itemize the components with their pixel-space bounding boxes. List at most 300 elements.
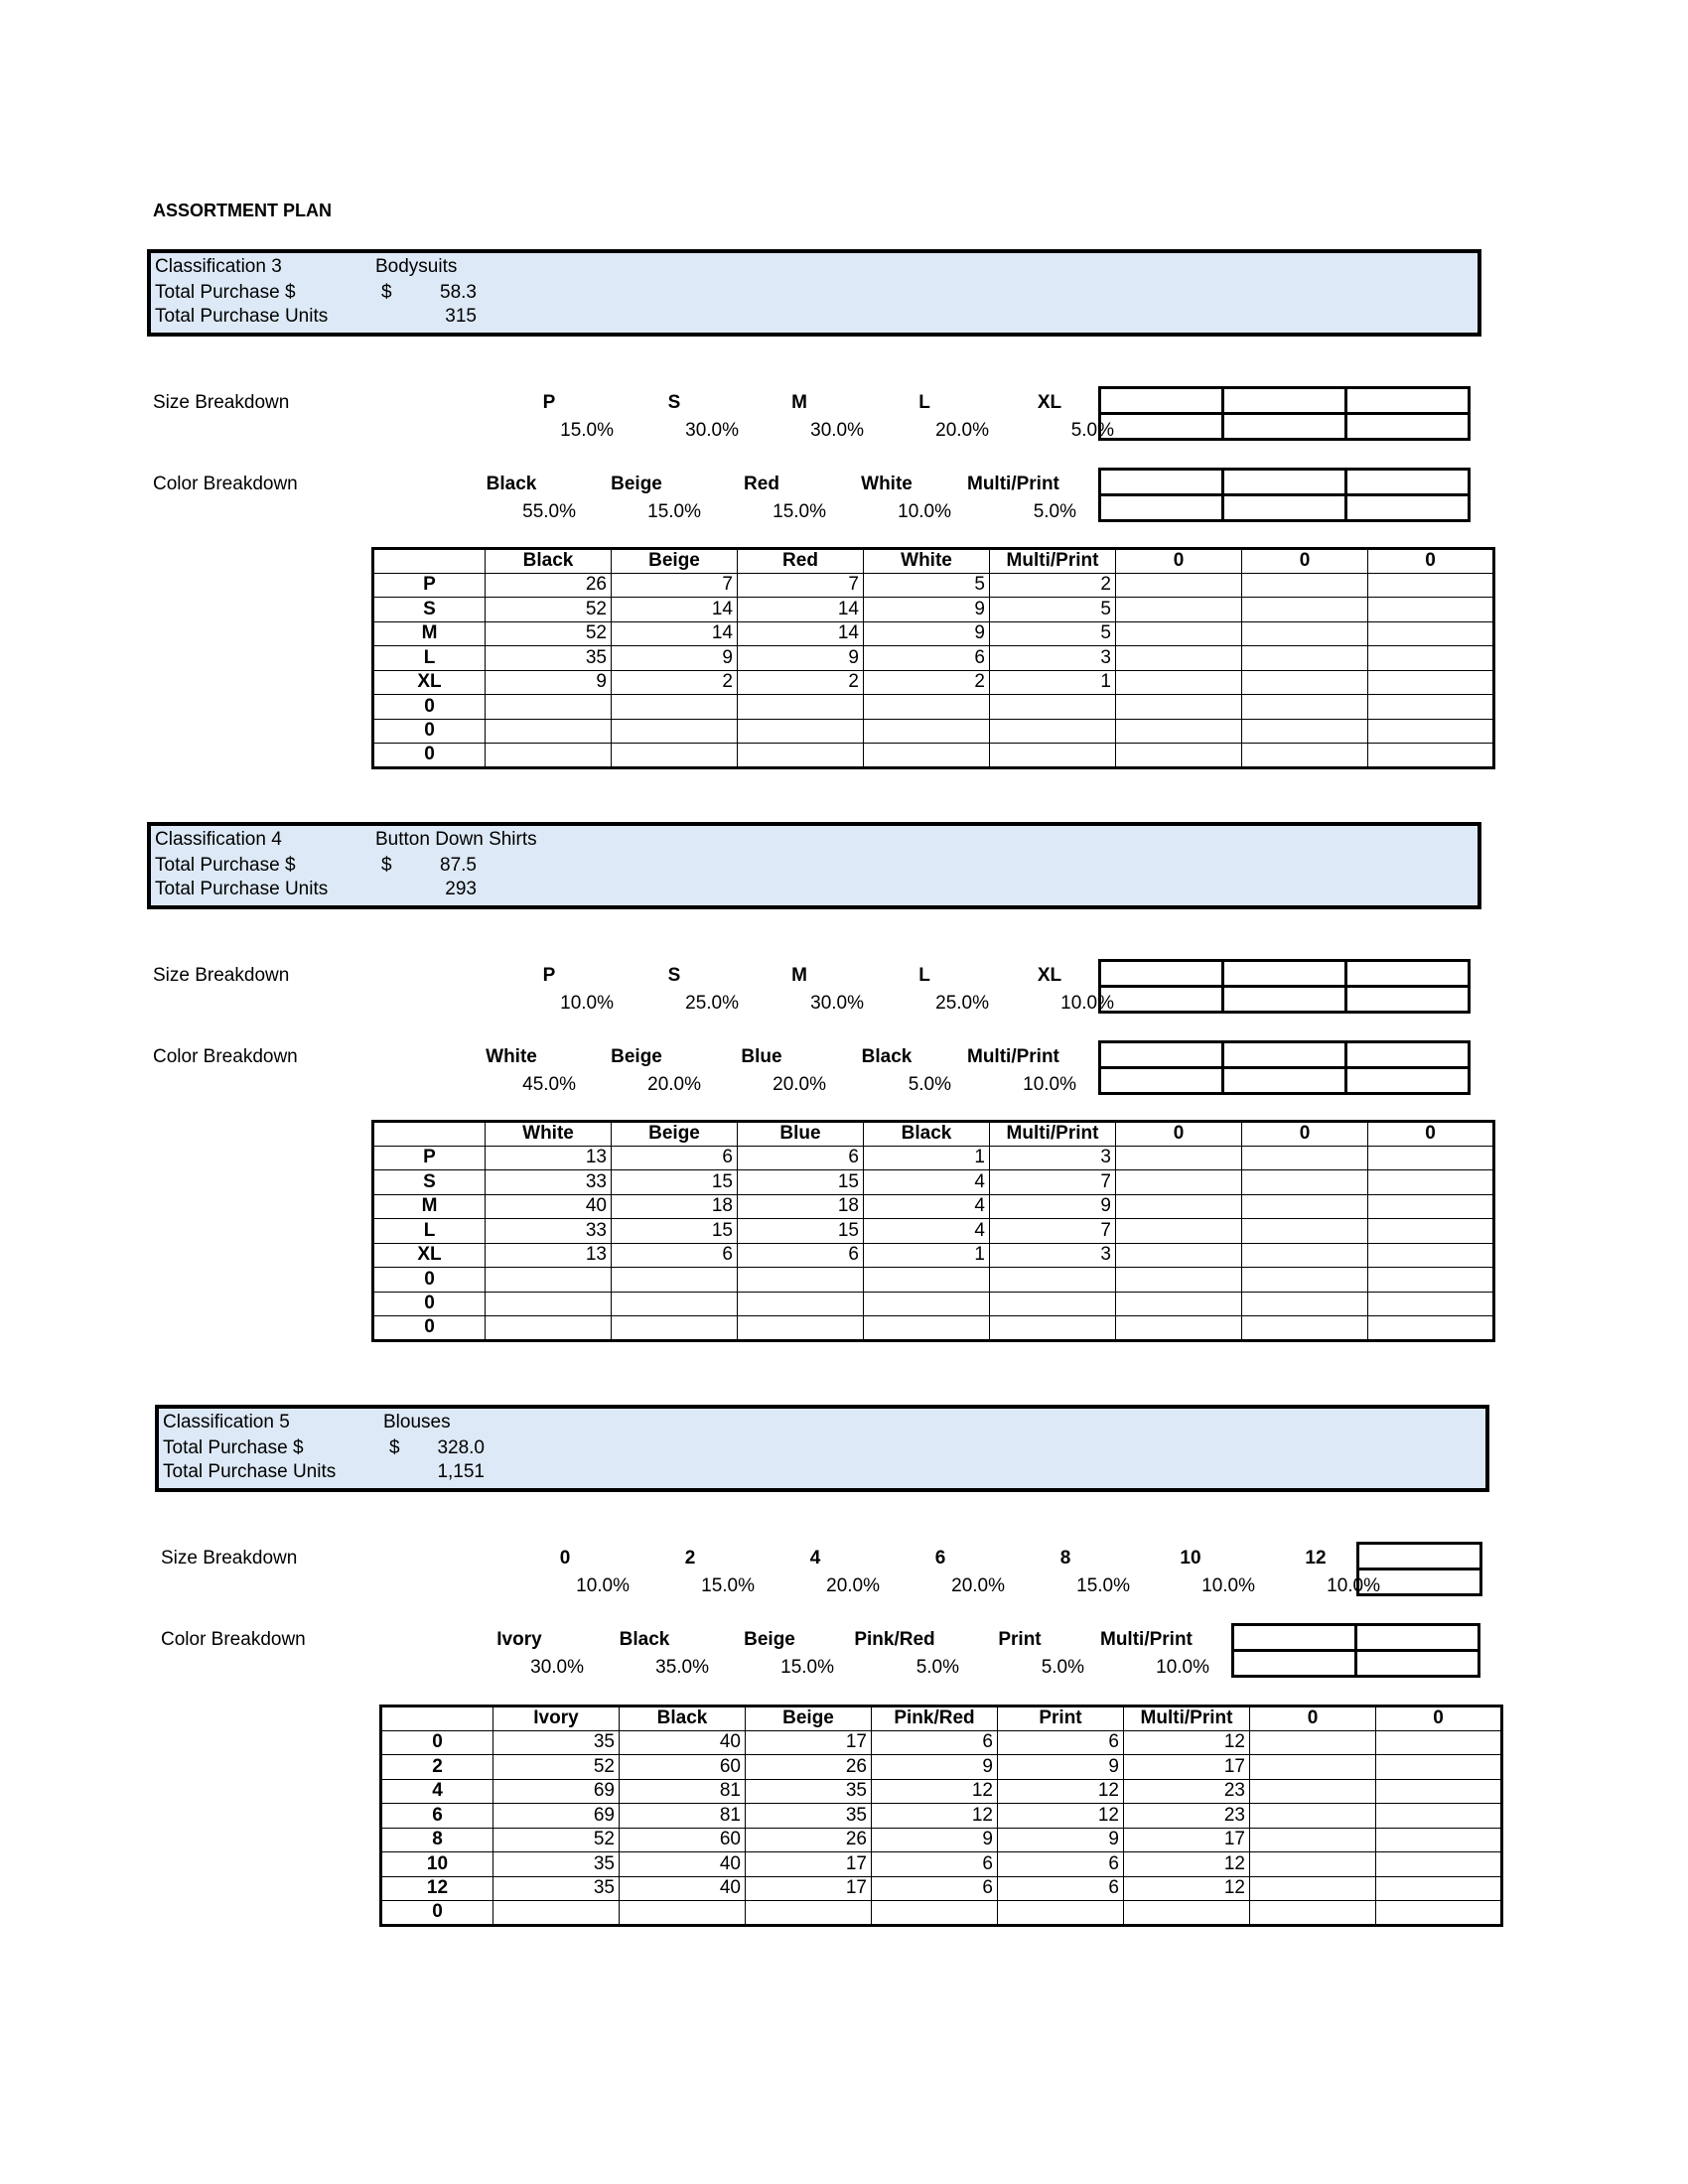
size-breakdown-heading: 0 (559, 1548, 571, 1569)
size-breakdown-percent: 30.0% (685, 420, 739, 441)
grid-cell (1242, 621, 1368, 646)
color-breakdown-percent: 10.0% (1023, 1074, 1076, 1095)
grid-cell (1242, 598, 1368, 622)
size-breakdown-heading: S (667, 392, 681, 413)
empty-cell (1346, 987, 1470, 1013)
size-breakdown-heading: 6 (934, 1548, 946, 1569)
grid-cell: 3 (990, 1146, 1116, 1170)
grid-cell: 2 (864, 670, 990, 695)
grid-cell: 52 (493, 1755, 620, 1780)
size-breakdown-heading: 2 (684, 1548, 696, 1569)
grid-cell (1116, 695, 1242, 720)
empty-cell (1100, 388, 1223, 414)
grid-cell (1116, 621, 1242, 646)
grid-cell (1116, 598, 1242, 622)
grid-cell: 52 (493, 1828, 620, 1852)
currency-symbol: $ (381, 855, 392, 876)
grid-cell (990, 1316, 1116, 1341)
size-breakdown-heading: 4 (809, 1548, 821, 1569)
grid-header-cell (373, 549, 486, 574)
grid-header-cell: Beige (612, 549, 738, 574)
grid-cell: 5 (990, 621, 1116, 646)
size-breakdown-percent: 5.0% (1070, 420, 1114, 441)
grid-cell (738, 1316, 864, 1341)
grid-cell: 9 (998, 1755, 1124, 1780)
grid-cell (612, 719, 738, 744)
grid-cell: 6 (998, 1730, 1124, 1755)
grid-cell (1376, 1901, 1502, 1926)
color-breakdown-heading: Pink/Red (854, 1629, 935, 1650)
grid-cell (1376, 1779, 1502, 1804)
grid-cell: 3 (990, 1243, 1116, 1268)
grid-row (373, 1292, 1494, 1316)
grid-cell: 14 (612, 621, 738, 646)
grid-cell (1242, 646, 1368, 671)
grid-cell: 81 (620, 1804, 746, 1829)
grid-row-size: S (373, 1170, 486, 1195)
color-breakdown-percent: 10.0% (898, 501, 951, 522)
grid-cell (1250, 1779, 1376, 1804)
grid-header-cell: 0 (1116, 1122, 1242, 1147)
color-breakdown-heading: Multi/Print (1100, 1629, 1193, 1650)
grid-cell: 6 (998, 1876, 1124, 1901)
grid-row (381, 1901, 1502, 1926)
grid-header-cell: 0 (1368, 549, 1494, 574)
color-breakdown-percent: 45.0% (522, 1074, 576, 1095)
color-breakdown-heading: Beige (744, 1629, 795, 1650)
grid-row (381, 1779, 1502, 1804)
grid-header-cell: Black (620, 1706, 746, 1731)
size-breakdown-heading: 12 (1305, 1548, 1327, 1569)
grid-cell (1368, 1170, 1494, 1195)
size-breakdown-heading: P (542, 392, 556, 413)
size-breakdown-percent: 30.0% (810, 420, 864, 441)
grid-cell (1116, 1146, 1242, 1170)
grid-cell (486, 719, 612, 744)
grid-cell: 69 (493, 1804, 620, 1829)
size-breakdown-percent: 25.0% (935, 993, 989, 1014)
grid-row (373, 695, 1494, 720)
empty-cell (1100, 1042, 1223, 1068)
grid-cell (1242, 1219, 1368, 1244)
grid-cell (1242, 1243, 1368, 1268)
size-breakdown-heading: M (791, 392, 807, 413)
color-breakdown-percent: 15.0% (647, 501, 701, 522)
grid-cell: 7 (990, 1170, 1116, 1195)
grid-row-size: P (373, 573, 486, 598)
empty-cell (1223, 1042, 1346, 1068)
color-breakdown-percent: 5.0% (1041, 1657, 1084, 1678)
classification-label: Classification 3 (155, 256, 282, 277)
size-breakdown-label: Size Breakdown (153, 392, 290, 413)
size-breakdown-heading: M (791, 965, 807, 986)
size-breakdown-percent: 15.0% (560, 420, 614, 441)
grid-cell: 15 (738, 1170, 864, 1195)
grid-cell: 6 (612, 1146, 738, 1170)
color-breakdown-percent: 20.0% (647, 1074, 701, 1095)
grid-cell: 18 (612, 1194, 738, 1219)
grid-cell: 1 (864, 1146, 990, 1170)
total-purchase-units-label: Total Purchase Units (163, 1461, 337, 1482)
grid-cell: 17 (746, 1876, 872, 1901)
grid-header-cell: 0 (1250, 1706, 1376, 1731)
empty-cell (1100, 987, 1223, 1013)
assortment-grid (371, 1120, 1495, 1342)
grid-cell: 6 (864, 646, 990, 671)
grid-cell: 17 (1124, 1755, 1250, 1780)
grid-cell (612, 1292, 738, 1316)
grid-cell: 2 (612, 670, 738, 695)
grid-cell (612, 1316, 738, 1341)
grid-header-cell: Multi/Print (990, 1122, 1116, 1147)
grid-cell (1376, 1876, 1502, 1901)
size-breakdown-percent: 20.0% (951, 1575, 1005, 1596)
grid-cell (1116, 1292, 1242, 1316)
grid-cell (1116, 670, 1242, 695)
grid-cell: 6 (738, 1243, 864, 1268)
grid-cell: 9 (864, 598, 990, 622)
grid-cell (612, 1268, 738, 1293)
grid-row-size: 0 (381, 1901, 493, 1926)
empty-cell (1223, 987, 1346, 1013)
size-breakdown-heading: S (667, 965, 681, 986)
empty-cell (1356, 1625, 1479, 1651)
color-breakdown-percent: 5.0% (1033, 501, 1076, 522)
classification-label: Classification 4 (155, 829, 282, 850)
grid-cell: 1 (990, 670, 1116, 695)
grid-cell: 6 (738, 1146, 864, 1170)
grid-cell: 6 (612, 1243, 738, 1268)
grid-cell (738, 695, 864, 720)
grid-cell (486, 695, 612, 720)
grid-header-cell: Multi/Print (1124, 1706, 1250, 1731)
grid-cell: 40 (620, 1852, 746, 1877)
empty-cell (1223, 1068, 1346, 1094)
empty-cell (1100, 470, 1223, 495)
grid-cell: 9 (864, 621, 990, 646)
grid-cell (1242, 1268, 1368, 1293)
size-breakdown-empty-cells (1098, 386, 1471, 441)
grid-cell (864, 744, 990, 768)
color-breakdown-empty-cells (1098, 468, 1471, 522)
grid-cell (990, 695, 1116, 720)
grid-cell (1368, 670, 1494, 695)
grid-row-size: 12 (381, 1876, 493, 1901)
grid-header-cell: 0 (1242, 1122, 1368, 1147)
grid-cell: 9 (872, 1828, 998, 1852)
currency-symbol: $ (381, 282, 392, 303)
color-breakdown-percent: 15.0% (780, 1657, 834, 1678)
grid-cell: 60 (620, 1755, 746, 1780)
grid-cell: 12 (998, 1804, 1124, 1829)
grid-cell: 7 (990, 1219, 1116, 1244)
color-breakdown-heading: Blue (741, 1046, 782, 1067)
currency-symbol: $ (389, 1437, 400, 1458)
grid-header-cell: Beige (612, 1122, 738, 1147)
grid-row (381, 1804, 1502, 1829)
grid-cell (612, 744, 738, 768)
grid-cell (998, 1901, 1124, 1926)
grid-row-size: L (373, 646, 486, 671)
grid-header-cell: Multi/Print (990, 549, 1116, 574)
grid-cell: 9 (998, 1828, 1124, 1852)
grid-header-row (381, 1706, 1502, 1731)
color-breakdown-percent: 35.0% (655, 1657, 709, 1678)
grid-cell (1368, 1194, 1494, 1219)
grid-header-cell: Beige (746, 1706, 872, 1731)
size-breakdown-percent: 25.0% (685, 993, 739, 1014)
grid-row-size: 2 (381, 1755, 493, 1780)
grid-cell (1116, 646, 1242, 671)
grid-header-cell: 0 (1376, 1706, 1502, 1731)
grid-header-row (373, 549, 1494, 574)
grid-header-cell: White (864, 549, 990, 574)
grid-cell: 6 (872, 1852, 998, 1877)
grid-cell (738, 1292, 864, 1316)
grid-cell: 60 (620, 1828, 746, 1852)
grid-row (373, 1170, 1494, 1195)
grid-row-size: 4 (381, 1779, 493, 1804)
grid-cell (1368, 719, 1494, 744)
grid-cell (1376, 1804, 1502, 1829)
grid-cell (1242, 1316, 1368, 1341)
grid-row (373, 744, 1494, 768)
empty-cell (1100, 961, 1223, 987)
grid-cell: 40 (620, 1876, 746, 1901)
grid-cell: 52 (486, 621, 612, 646)
grid-cell (1242, 1146, 1368, 1170)
size-breakdown-heading: XL (1037, 392, 1062, 413)
grid-row (381, 1852, 1502, 1877)
color-breakdown-heading: Beige (611, 474, 662, 494)
size-breakdown-percent: 20.0% (826, 1575, 880, 1596)
total-purchase-units-value: 293 (445, 879, 477, 899)
size-breakdown-percent: 15.0% (701, 1575, 755, 1596)
grid-row-size: 0 (373, 744, 486, 768)
color-breakdown-label: Color Breakdown (161, 1629, 306, 1650)
grid-cell (1368, 598, 1494, 622)
classification-name: Blouses (383, 1412, 451, 1433)
grid-cell: 35 (493, 1730, 620, 1755)
grid-cell: 2 (990, 573, 1116, 598)
grid-cell: 35 (746, 1804, 872, 1829)
grid-cell (486, 1292, 612, 1316)
grid-row-size: XL (373, 1243, 486, 1268)
grid-cell (1116, 1316, 1242, 1341)
grid-cell: 3 (990, 646, 1116, 671)
empty-cell (1100, 1068, 1223, 1094)
classification-label: Classification 5 (163, 1412, 290, 1433)
grid-row (381, 1876, 1502, 1901)
grid-cell (1116, 1268, 1242, 1293)
grid-cell (1242, 670, 1368, 695)
empty-cell (1346, 470, 1470, 495)
grid-row (381, 1755, 1502, 1780)
size-breakdown-heading: L (918, 965, 930, 986)
size-breakdown-heading: 8 (1059, 1548, 1071, 1569)
grid-cell (1250, 1755, 1376, 1780)
empty-cell (1223, 961, 1346, 987)
grid-row (373, 1194, 1494, 1219)
grid-cell: 23 (1124, 1779, 1250, 1804)
grid-header-cell: White (486, 1122, 612, 1147)
grid-header-cell (373, 1122, 486, 1147)
grid-cell (1116, 719, 1242, 744)
grid-cell (1368, 621, 1494, 646)
grid-row (381, 1828, 1502, 1852)
empty-cell (1223, 495, 1346, 521)
total-purchase-dollars-value: 87.5 (440, 855, 477, 876)
grid-cell: 4 (864, 1194, 990, 1219)
grid-cell: 18 (738, 1194, 864, 1219)
color-breakdown-heading: Ivory (496, 1629, 542, 1650)
total-purchase-dollars-label: Total Purchase $ (163, 1437, 304, 1458)
empty-cell (1346, 388, 1470, 414)
classification-name: Bodysuits (375, 256, 458, 277)
grid-cell (1116, 1170, 1242, 1195)
empty-cell (1358, 1570, 1481, 1595)
grid-cell (1368, 1146, 1494, 1170)
size-breakdown-empty-cells (1356, 1542, 1482, 1596)
color-breakdown-percent: 30.0% (530, 1657, 584, 1678)
grid-cell (1250, 1852, 1376, 1877)
grid-row-size: L (373, 1219, 486, 1244)
grid-cell (1250, 1876, 1376, 1901)
grid-cell (872, 1901, 998, 1926)
grid-row (373, 1316, 1494, 1341)
empty-cell (1100, 414, 1223, 440)
grid-row-size: 8 (381, 1828, 493, 1852)
empty-cell (1346, 495, 1470, 521)
size-breakdown-percent: 20.0% (935, 420, 989, 441)
grid-cell: 13 (486, 1146, 612, 1170)
grid-row-size: 0 (381, 1730, 493, 1755)
grid-header-cell: Blue (738, 1122, 864, 1147)
grid-cell: 81 (620, 1779, 746, 1804)
grid-row (373, 1219, 1494, 1244)
grid-cell (1116, 1243, 1242, 1268)
grid-cell (1242, 1292, 1368, 1316)
grid-cell (1116, 573, 1242, 598)
grid-cell: 12 (1124, 1876, 1250, 1901)
color-breakdown-percent: 15.0% (773, 501, 826, 522)
color-breakdown-label: Color Breakdown (153, 474, 298, 494)
empty-cell (1223, 414, 1346, 440)
grid-cell: 13 (486, 1243, 612, 1268)
color-breakdown-heading: Multi/Print (967, 474, 1059, 494)
grid-header-cell: Red (738, 549, 864, 574)
grid-cell: 33 (486, 1170, 612, 1195)
grid-cell (1242, 573, 1368, 598)
grid-cell: 15 (612, 1219, 738, 1244)
color-breakdown-heading: Multi/Print (967, 1046, 1059, 1067)
classification-header-box (147, 249, 1481, 337)
size-breakdown-label: Size Breakdown (153, 965, 290, 986)
grid-cell (746, 1901, 872, 1926)
grid-cell (493, 1901, 620, 1926)
grid-header-cell: 0 (1368, 1122, 1494, 1147)
grid-cell: 17 (1124, 1828, 1250, 1852)
grid-row (373, 598, 1494, 622)
grid-cell: 26 (746, 1755, 872, 1780)
grid-cell: 17 (746, 1730, 872, 1755)
grid-cell: 14 (612, 598, 738, 622)
size-breakdown-percent: 10.0% (560, 993, 614, 1014)
grid-cell: 12 (872, 1779, 998, 1804)
grid-cell: 5 (864, 573, 990, 598)
empty-cell (1223, 470, 1346, 495)
color-breakdown-percent: 20.0% (773, 1074, 826, 1095)
grid-cell (1124, 1901, 1250, 1926)
color-breakdown-label: Color Breakdown (153, 1046, 298, 1067)
grid-row-size: M (373, 621, 486, 646)
grid-row-size: 6 (381, 1804, 493, 1829)
grid-cell: 9 (486, 670, 612, 695)
grid-cell: 23 (1124, 1804, 1250, 1829)
grid-row-size: S (373, 598, 486, 622)
grid-header-cell: 0 (1242, 549, 1368, 574)
grid-cell (1376, 1730, 1502, 1755)
grid-cell: 4 (864, 1219, 990, 1244)
total-purchase-dollars-label: Total Purchase $ (155, 855, 296, 876)
grid-cell: 9 (612, 646, 738, 671)
grid-row (373, 670, 1494, 695)
grid-row (373, 1146, 1494, 1170)
empty-cell (1223, 388, 1346, 414)
size-breakdown-label: Size Breakdown (161, 1548, 298, 1569)
grid-row-size: 0 (373, 695, 486, 720)
grid-cell (1250, 1901, 1376, 1926)
grid-row (373, 621, 1494, 646)
grid-cell (1368, 744, 1494, 768)
total-purchase-units-value: 315 (445, 306, 477, 327)
grid-cell (1250, 1828, 1376, 1852)
grid-row-size: XL (373, 670, 486, 695)
grid-row-size: 0 (373, 1268, 486, 1293)
grid-cell (1242, 1194, 1368, 1219)
grid-row (373, 1268, 1494, 1293)
grid-row (373, 646, 1494, 671)
grid-cell (1116, 1219, 1242, 1244)
grid-cell: 12 (1124, 1852, 1250, 1877)
grid-cell: 35 (746, 1779, 872, 1804)
total-purchase-dollars-value: 328.0 (437, 1437, 485, 1458)
grid-cell: 69 (493, 1779, 620, 1804)
total-purchase-units-value: 1,151 (437, 1461, 485, 1482)
grid-cell (738, 719, 864, 744)
color-breakdown-empty-cells (1231, 1623, 1480, 1678)
grid-row-size: 10 (381, 1852, 493, 1877)
grid-row-size: 0 (373, 1316, 486, 1341)
grid-cell (1376, 1828, 1502, 1852)
size-breakdown-heading: XL (1037, 965, 1062, 986)
grid-cell (1242, 744, 1368, 768)
grid-cell: 26 (746, 1828, 872, 1852)
total-purchase-units-label: Total Purchase Units (155, 879, 329, 899)
grid-cell (1368, 1292, 1494, 1316)
grid-cell (990, 744, 1116, 768)
grid-cell (990, 1268, 1116, 1293)
size-breakdown-heading: L (918, 392, 930, 413)
grid-row-size: P (373, 1146, 486, 1170)
page-title: ASSORTMENT PLAN (153, 201, 332, 220)
total-purchase-dollars-label: Total Purchase $ (155, 282, 296, 303)
grid-cell: 6 (872, 1730, 998, 1755)
grid-cell: 33 (486, 1219, 612, 1244)
grid-header-cell: 0 (1116, 549, 1242, 574)
grid-cell: 4 (864, 1170, 990, 1195)
color-breakdown-heading: Black (861, 1046, 913, 1067)
